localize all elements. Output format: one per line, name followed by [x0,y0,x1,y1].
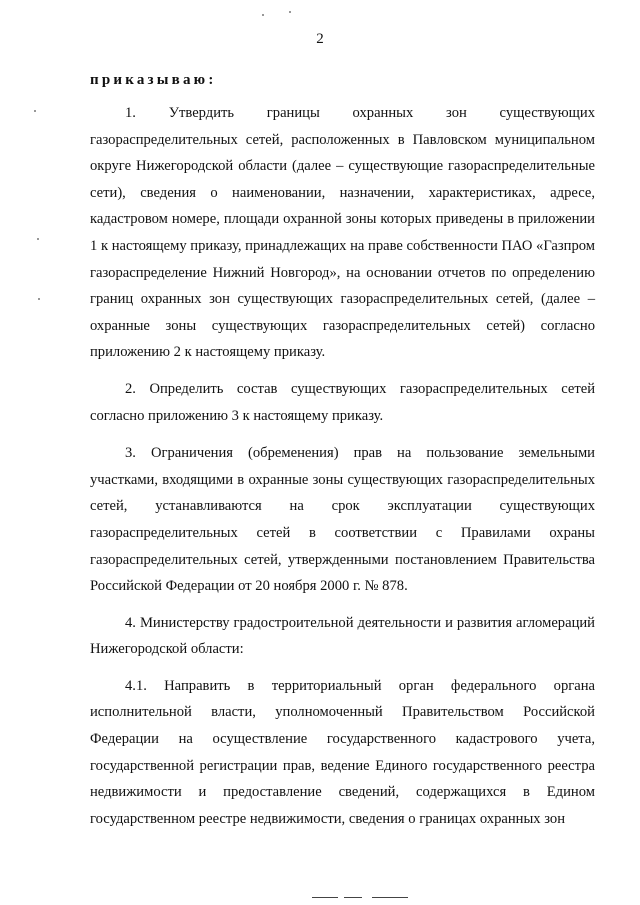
paragraph-1: 1. Утвердить границы охранных зон существующих газораспределительных сетей, расположенных в Павловском муниципальном округе Нижегородской области (далее – существующие газораспределительные сети), сведения о наименовании, назначении, характеристиках, адресе, кадастровом номере, площади охранной зоны которых приведены в приложении 1 к настоящему приказу, принадлежащих на праве собственности ПАО «Газпром газораспределение Нижний Новгород», на основании отчетов по определению границ охранных зон существующих газораспределительных сетей, (далее – охранные зоны существующих газораспределительных сетей) согласно приложению 2 к настоящему приказу. [90,105,595,361]
scan-speck [34,110,36,112]
scan-speck [37,238,39,240]
paragraph-4: 4. Министерству градостроительной деятельности и развития агломераций Нижегородской области: [90,614,595,658]
scan-speck [262,14,264,16]
document-body [90,100,595,832]
footer-rule [312,897,338,898]
footer-rule [372,897,408,898]
paragraph-3: 3. Ограничения (обременения) прав на пользование земельными участками, входящими в охранные зоны существующих газораспределительных сетей, устанавливаются на срок эксплуатации существующих газораспределительных сетей в соответствии с Правилами охраны газораспределительных сетей, утвержденными постановлением Правительства Российской Федерации от 20 ноября 2000 г. № 878. [90,445,595,595]
paragraph-4-1: 4.1. Направить в территориальный орган федерального органа исполнительной власти, уполномоченный Правительством Российской Федерации на осуществление государственного кадастрового учета, государственной регистрации прав, ведение Единого государственного реестра недвижимости и предоставление сведений, содержащихся в Едином государственном реестре недвижимости, сведения о границах охранных зон [90,677,595,827]
order-heading: приказываю: [90,72,217,88]
paragraph-2: 2. Определить состав существующих газораспределительных сетей согласно приложению 3 к настоящему приказу. [90,380,595,424]
page-number: 2 [316,31,324,47]
footer-rule [344,897,362,898]
scan-speck [289,11,291,13]
scan-speck [38,298,40,300]
